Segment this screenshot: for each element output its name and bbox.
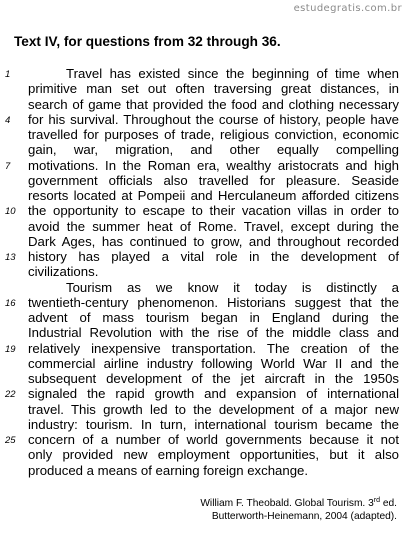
line-text: gain, war, migration, and other equally compelling (28, 142, 399, 158)
passage-line (0, 127, 408, 142)
line-number: 16 (5, 297, 16, 309)
line-text: industry: tourism. In turn, international tourism became the (28, 416, 399, 432)
passage-body (0, 66, 408, 478)
line-text: twentieth-century phenomenon. Historians suggest that the (28, 294, 399, 310)
passage-line (0, 371, 408, 386)
passage-line (0, 173, 408, 188)
line-number: 7 (5, 160, 11, 172)
line-text: subsequent development of the jet aircraft in the 1950s (28, 371, 399, 386)
line-text: produced a means of earning foreign exchange. (28, 462, 309, 478)
passage-line (0, 417, 408, 432)
passage-line (0, 310, 408, 325)
line-text: Travel has existed since the beginning of time when (66, 66, 399, 81)
passage-line (0, 447, 408, 462)
passage-line (0, 402, 408, 417)
line-number: 22 (5, 389, 16, 401)
passage-line (0, 158, 408, 173)
line-number: 10 (5, 206, 16, 218)
line-text: travel. This growth led to the development of a major new (28, 401, 399, 417)
citation-edition-superscript: rd (373, 497, 380, 504)
passage-line (0, 97, 408, 112)
line-text: search of game that provided the food and clothing necessary (28, 96, 399, 112)
line-text: advent of mass tourism began in England during the (28, 310, 399, 325)
passage-line (0, 295, 408, 310)
passage-line (0, 112, 408, 127)
line-text: avoid the summer heat of Rome. Travel, except during the (28, 218, 399, 234)
line-text: signaled the rapid growth and expansion of international (28, 386, 399, 402)
citation-line-2: Butterworth-Heinemann, 2004 (adapted). (211, 511, 397, 522)
line-text: government officials also travelled for pleasure. Seaside (28, 172, 399, 188)
passage-line (0, 325, 408, 340)
passage-line (0, 142, 408, 157)
line-text: Tourism as we know it today is distinctly a (66, 279, 399, 295)
line-text: Dark Ages, has continued to grow, and throughout recorded (28, 233, 399, 249)
source-citation (200, 497, 397, 523)
citation-line-1 (200, 497, 397, 510)
line-text: primitive man set out often traversing great distances, in (28, 81, 399, 97)
line-number: 4 (5, 114, 11, 126)
site-watermark: estudegratis.com.br (293, 3, 402, 14)
citation-author-title: William F. Theobald. Global Tourism. 3 (200, 498, 374, 509)
passage-line (0, 341, 408, 356)
line-text: history has played a vital role in the development of (28, 249, 399, 264)
passage-line (0, 203, 408, 218)
passage-line (0, 356, 408, 371)
passage-line (0, 463, 408, 478)
line-number: 25 (5, 435, 16, 446)
line-number: 13 (5, 252, 16, 263)
line-text: motivations. In the Roman era, wealthy aristocrats and high (28, 157, 399, 173)
line-text: resorts located at Pompeii and Herculaneum afforded citizens (28, 188, 399, 203)
line-text: relatively inexpensive transportation. The creation of the (28, 340, 399, 356)
passage-line (0, 66, 408, 81)
passage-line (0, 280, 408, 295)
passage-line (0, 234, 408, 249)
line-text: for his survival. Throughout the course of history, people have (28, 111, 399, 127)
line-number: 1 (5, 69, 11, 80)
line-text: Industrial Revolution with the rise of the middle class and (28, 325, 399, 341)
passage-line (0, 188, 408, 203)
line-text: travelled for purposes of trade, religious conviction, economic (28, 127, 399, 142)
line-text: concern of a number of world governments because it not (28, 432, 399, 447)
passage-line (0, 432, 408, 447)
line-text: the opportunity to escape to their vacation villas in order to (28, 203, 399, 219)
passage-line (0, 386, 408, 401)
passage-line (0, 81, 408, 96)
line-text: civilizations. (28, 264, 99, 280)
text-heading: Text IV, for questions from 32 through 36. (14, 34, 281, 49)
passage-line (0, 219, 408, 234)
passage-line (0, 264, 408, 279)
passage-line (0, 249, 408, 264)
line-number: 19 (5, 343, 16, 355)
line-text: commercial airline industry following World War II and the (28, 355, 399, 371)
citation-edition-suffix: ed. (380, 498, 397, 509)
line-text: only provided new employment opportunities, but it also (28, 447, 399, 463)
